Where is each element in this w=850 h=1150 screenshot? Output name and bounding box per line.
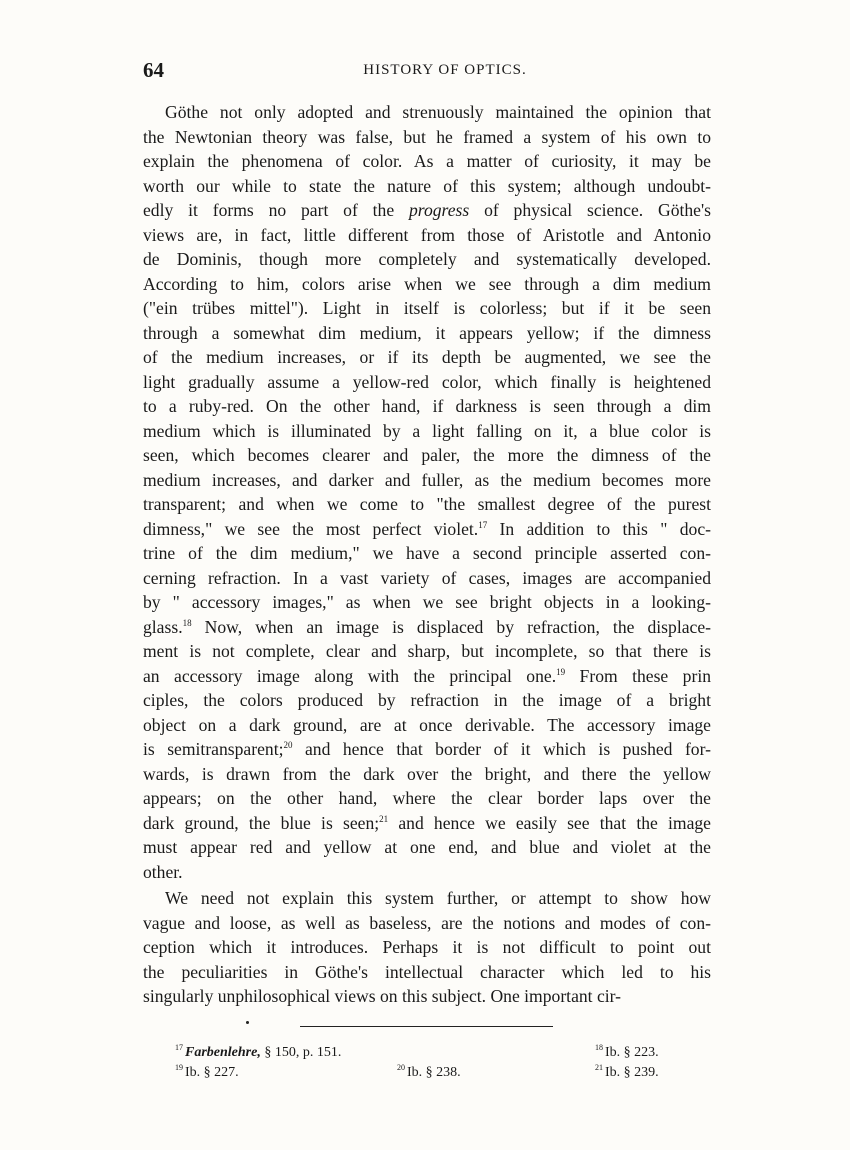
text-line: to a ruby-red. On the other hand, if darkness is seen through a dim xyxy=(143,396,711,416)
text-line: edly it forms no part of the progress of physical science. Göthe's xyxy=(143,200,712,220)
footnote-ref: 18 xyxy=(182,617,192,628)
text-line: According to him, colors arise when we see through a dim medium xyxy=(143,273,711,294)
footnote-rule xyxy=(300,1026,553,1027)
text-line: transparent; and when we come to "the smallest degree of the purest xyxy=(143,494,711,514)
running-head: HISTORY OF OPTICS. xyxy=(363,62,527,78)
footnote-mark: 20 xyxy=(397,1063,405,1072)
footnote-ref: 17 xyxy=(478,519,488,530)
footnote-21 xyxy=(595,1063,659,1083)
text-line: by " accessory images," as when we see bright objects in a looking- xyxy=(143,592,711,612)
footnote-text: Ib. § 239. xyxy=(605,1065,659,1080)
text-line: an accessory image along with the principal one.$^{19}$ From these prin xyxy=(143,665,712,686)
paragraph xyxy=(143,886,711,1009)
text-line: medium increases, and darker and fuller, as the medium becomes more xyxy=(143,469,711,490)
footnote-mark: 17 xyxy=(175,1043,183,1052)
footnote-text: Ib. § 223. xyxy=(605,1045,659,1060)
body-text xyxy=(143,100,711,1009)
text-line: glass.$^{18}$ Now, when an image is displaced by refraction, the displace- xyxy=(143,616,711,637)
footnote-italic: Farbenlehre, xyxy=(185,1045,261,1060)
text-line: is semitransparent;$^{20}$ and hence that border of it which is pushed for- xyxy=(143,739,711,759)
footnote-ref: 21 xyxy=(379,813,389,824)
footnote-text: Ib. § 238. xyxy=(407,1065,461,1080)
text-line: cerning refraction. In a vast variety of cases, images are accompanied xyxy=(143,567,711,588)
text-line: vague and loose, as well as baseless, are the notions and modes of con- xyxy=(143,912,711,933)
footnote-text: § 150, p. 151. xyxy=(260,1045,342,1060)
text-line: de Dominis, though more completely and systematically developed. xyxy=(143,249,711,269)
footnote-20 xyxy=(397,1063,461,1083)
text-line: worth our while to state the nature of this system; although undoubt- xyxy=(143,175,711,196)
footnote-ref: 20 xyxy=(283,740,293,750)
footnote-ref: 19 xyxy=(556,666,566,677)
text-line: the peculiarities in Göthe's intellectual character which led to his xyxy=(143,961,711,982)
text-line: seen, which becomes clearer and paler, the more the dimness of the xyxy=(143,445,711,465)
footnote-17 xyxy=(175,1043,341,1063)
text-line: the Newtonian theory was false, but he framed a system of his own to xyxy=(143,126,711,147)
text-line: ("ein trübes mittel"). Light in itself is colorless; but if it be seen xyxy=(143,298,711,318)
text-line: dark ground, the blue is seen;$^{21}$ and hence we easily see that the image xyxy=(143,812,711,833)
page-number: 64 xyxy=(143,58,164,82)
text-line: of the medium increases, or if its depth be augmented, we see the xyxy=(143,347,711,367)
text-line: appears; on the other hand, where the clear border laps over the xyxy=(143,788,711,808)
text-line: trine of the dim medium," we have a second principle asserted con- xyxy=(143,543,711,563)
footnote-text: Ib. § 227. xyxy=(185,1065,239,1080)
footnote-mark: 21 xyxy=(595,1063,603,1072)
text-line: ment is not complete, clear and sharp, but incomplete, so that there is xyxy=(143,641,711,661)
text-line: ception which it introduces. Perhaps it is not difficult to point out xyxy=(143,937,711,957)
paragraph xyxy=(143,100,711,884)
text-line: must appear red and yellow at one end, and blue and violet at the xyxy=(143,837,711,857)
text-line: Göthe not only adopted and strenuously maintained the opinion that xyxy=(165,102,711,122)
text-line: views are, in fact, little different from those of Aristotle and Antonio xyxy=(143,224,711,245)
text-line: object on a dark ground, are at once derivable. The accessory image xyxy=(143,714,711,735)
text-line: singularly unphilosophical views on this subject. One important cir- xyxy=(143,986,622,1006)
text-line: other. xyxy=(143,861,183,882)
footnote-mark: 18 xyxy=(595,1043,603,1052)
text-line: light gradually assume a yellow-red color, which finally is heightened xyxy=(143,371,711,392)
text-line: ciples, the colors produced by refraction in the image of a bright xyxy=(143,690,711,710)
text-line: through a somewhat dim medium, it appears yellow; if the dimness xyxy=(143,322,711,343)
rule-dot xyxy=(246,1021,249,1024)
text-line: We need not explain this system further, or attempt to show how xyxy=(165,888,711,908)
footnote-18 xyxy=(595,1043,659,1063)
text-line: wards, is drawn from the dark over the bright, and there the yellow xyxy=(143,763,711,784)
footnote-19 xyxy=(175,1063,239,1083)
footnote-mark: 19 xyxy=(175,1063,183,1072)
text-line: dimness," we see the most perfect violet.$^{17}$ In addition to this " doc- xyxy=(143,518,711,539)
text-line: explain the phenomena of color. As a matter of curiosity, it may be xyxy=(143,151,711,171)
text-line: medium which is illuminated by a light falling on it, a blue color is xyxy=(143,420,711,441)
